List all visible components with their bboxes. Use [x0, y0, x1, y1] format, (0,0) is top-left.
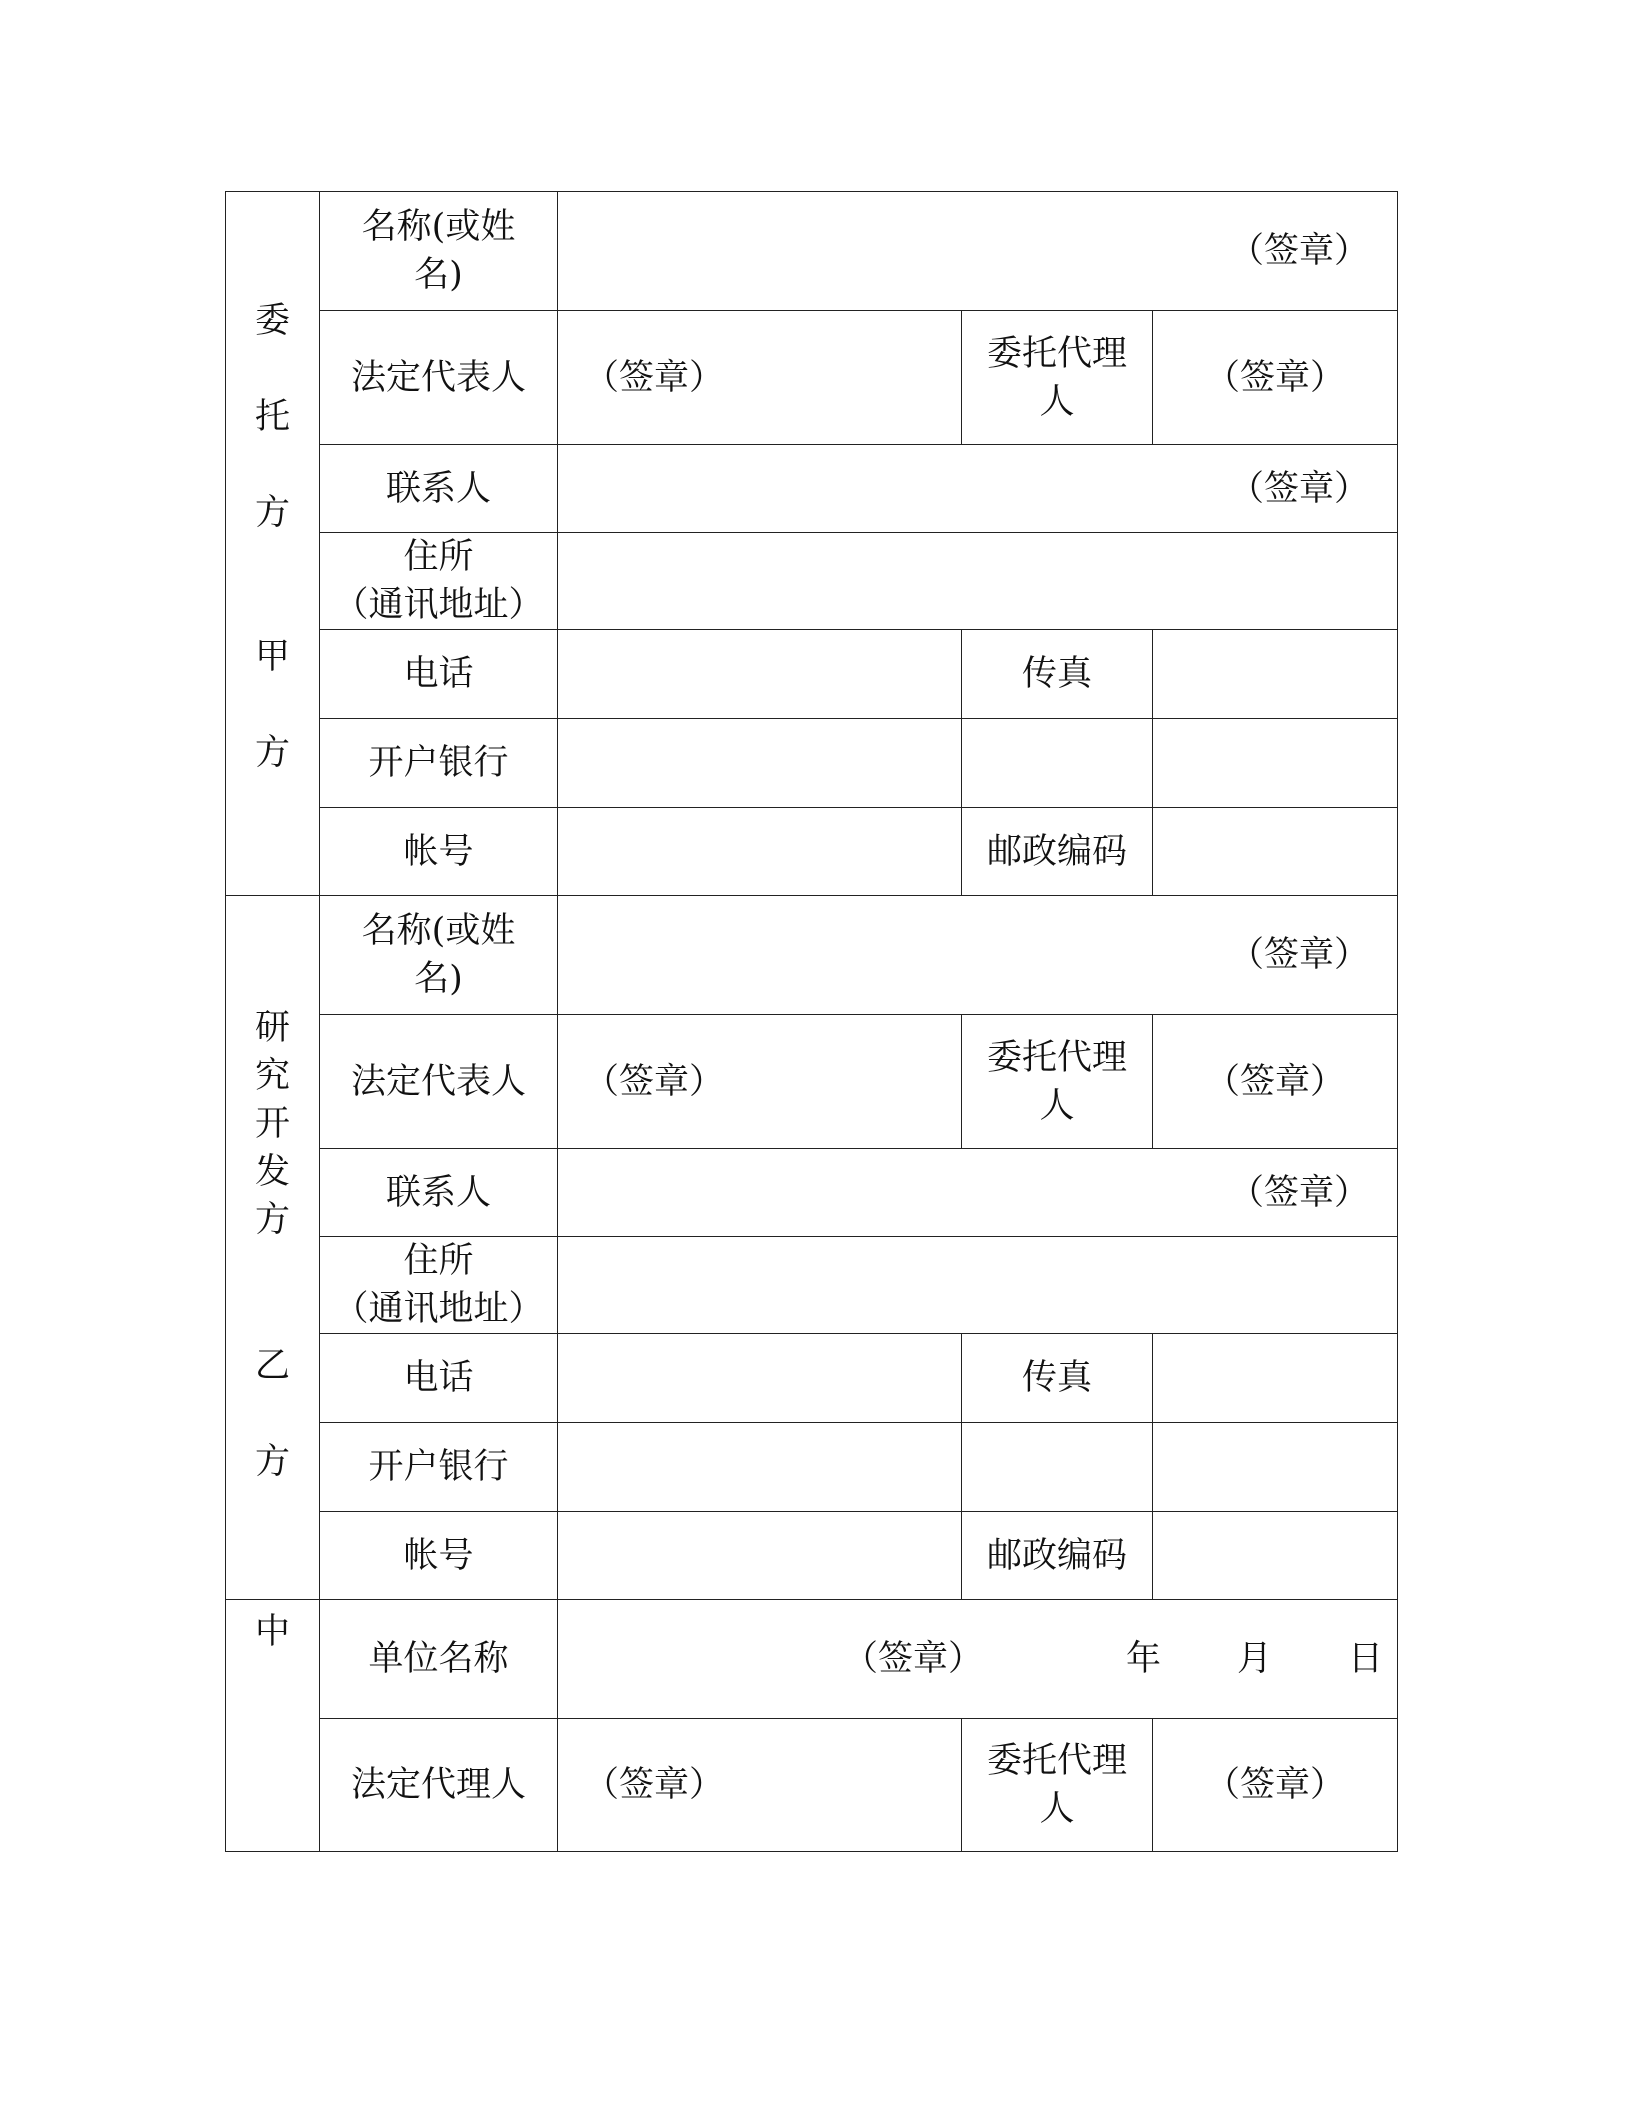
middle-party-char: 中 [254, 1612, 290, 1652]
sign-mark: （签章） [584, 1765, 725, 1805]
label-name-line2: 名) [414, 255, 463, 295]
label-agent-line2: 人 [1039, 381, 1075, 422]
label-agent-line1: 委托代理 [986, 333, 1127, 374]
date-day-label: 日 [1348, 1639, 1384, 1679]
label-account: 帐号 [320, 1512, 558, 1600]
party-a-phone-field[interactable] [558, 630, 962, 719]
label-legal-rep: 法定代表人 [320, 1015, 558, 1149]
party-a-header [226, 192, 320, 896]
date-month-label: 月 [1237, 1639, 1273, 1679]
signature-table [225, 191, 1398, 1852]
date-year-label: 年 [1126, 1639, 1162, 1679]
sign-mark: （签章） [1229, 468, 1370, 509]
party-b-bank-field[interactable] [558, 1423, 962, 1512]
party-b-account-field[interactable] [558, 1512, 962, 1600]
label-agent [962, 311, 1153, 445]
party-b-char: 开 [254, 1104, 290, 1144]
sign-mark: （签章） [1205, 1061, 1346, 1102]
label-agent [962, 1719, 1153, 1852]
middle-legal-agent-field[interactable] [558, 1719, 962, 1852]
party-a-agent-field[interactable] [1153, 311, 1398, 445]
sign-mark: （签章） [584, 357, 725, 398]
party-b-header [226, 896, 320, 1600]
label-legal-agent: 法定代理人 [320, 1719, 558, 1852]
party-a-account-field[interactable] [558, 808, 962, 896]
sign-mark: （签章） [584, 1061, 725, 1102]
sign-mark: （签章） [1229, 935, 1370, 975]
party-a-fax-field[interactable] [1153, 630, 1398, 719]
label-postcode: 邮政编码 [962, 1512, 1153, 1600]
label-postcode: 邮政编码 [962, 808, 1153, 896]
label-account: 帐号 [320, 808, 558, 896]
label-name-line1: 名称(或姓 [361, 911, 516, 951]
party-a-bank-extra-field[interactable] [962, 719, 1153, 808]
label-agent-line1: 委托代理 [986, 1037, 1127, 1078]
party-a-char: 托 [254, 397, 290, 437]
party-a-char: 委 [254, 301, 290, 341]
party-b-contact-field[interactable] [558, 1149, 1398, 1237]
party-b-char: 研 [254, 1008, 290, 1048]
label-address-line1: 住所 [403, 1241, 474, 1281]
party-a-address-field[interactable] [558, 533, 1398, 630]
party-b-address-field[interactable] [558, 1237, 1398, 1334]
middle-party-header [226, 1600, 320, 1852]
label-fax: 传真 [962, 630, 1153, 719]
party-a-char: 甲 [254, 637, 290, 677]
label-name-line2: 名) [414, 959, 463, 999]
label-name [320, 896, 558, 1015]
label-address [320, 1237, 558, 1334]
party-b-char: 发 [254, 1152, 290, 1192]
party-a-char: 方 [254, 493, 290, 533]
party-a-postcode-field[interactable] [1153, 808, 1398, 896]
party-b-char: 究 [254, 1056, 290, 1096]
party-b-fax-field[interactable] [1153, 1334, 1398, 1423]
label-contact: 联系人 [320, 445, 558, 533]
party-a-bank-extra-field-2[interactable] [1153, 719, 1398, 808]
label-address-line1: 住所 [403, 537, 474, 577]
label-fax: 传真 [962, 1334, 1153, 1423]
label-agent [962, 1015, 1153, 1149]
sign-mark: （签章） [1229, 231, 1370, 271]
label-bank: 开户银行 [320, 1423, 558, 1512]
sign-mark: （签章） [1205, 357, 1346, 398]
label-name-line1: 名称(或姓 [361, 207, 516, 247]
party-b-legal-rep-field[interactable] [558, 1015, 962, 1149]
label-agent-line1: 委托代理 [986, 1741, 1127, 1781]
label-legal-rep: 法定代表人 [320, 311, 558, 445]
label-agent-line2: 人 [1039, 1085, 1075, 1126]
party-a-legal-rep-field[interactable] [558, 311, 962, 445]
label-name [320, 192, 558, 311]
sign-mark: （签章） [843, 1639, 984, 1679]
sign-mark: （签章） [1229, 1172, 1370, 1213]
party-b-postcode-field[interactable] [1153, 1512, 1398, 1600]
party-b-char: 乙 [254, 1346, 290, 1386]
label-address-line2: （通讯地址） [333, 1289, 544, 1329]
party-a-char: 方 [254, 733, 290, 773]
party-b-agent-field[interactable] [1153, 1015, 1398, 1149]
label-bank: 开户银行 [320, 719, 558, 808]
label-unit-name: 单位名称 [320, 1600, 558, 1719]
party-b-char: 方 [254, 1442, 290, 1482]
party-b-name-field[interactable] [558, 896, 1398, 1015]
party-b-char: 方 [254, 1200, 290, 1240]
party-a-bank-field[interactable] [558, 719, 962, 808]
label-contact: 联系人 [320, 1149, 558, 1237]
middle-agent-field[interactable] [1153, 1719, 1398, 1852]
label-agent-line2: 人 [1039, 1789, 1075, 1829]
label-phone: 电话 [320, 630, 558, 719]
party-a-name-field[interactable] [558, 192, 1398, 311]
party-b-bank-extra-field-2[interactable] [1153, 1423, 1398, 1512]
middle-unit-name-field[interactable] [558, 1600, 1398, 1719]
label-address [320, 533, 558, 630]
party-b-bank-extra-field[interactable] [962, 1423, 1153, 1512]
label-address-line2: （通讯地址） [333, 585, 544, 625]
party-a-contact-field[interactable] [558, 445, 1398, 533]
label-phone: 电话 [320, 1334, 558, 1423]
party-b-phone-field[interactable] [558, 1334, 962, 1423]
sign-mark: （签章） [1205, 1765, 1346, 1805]
